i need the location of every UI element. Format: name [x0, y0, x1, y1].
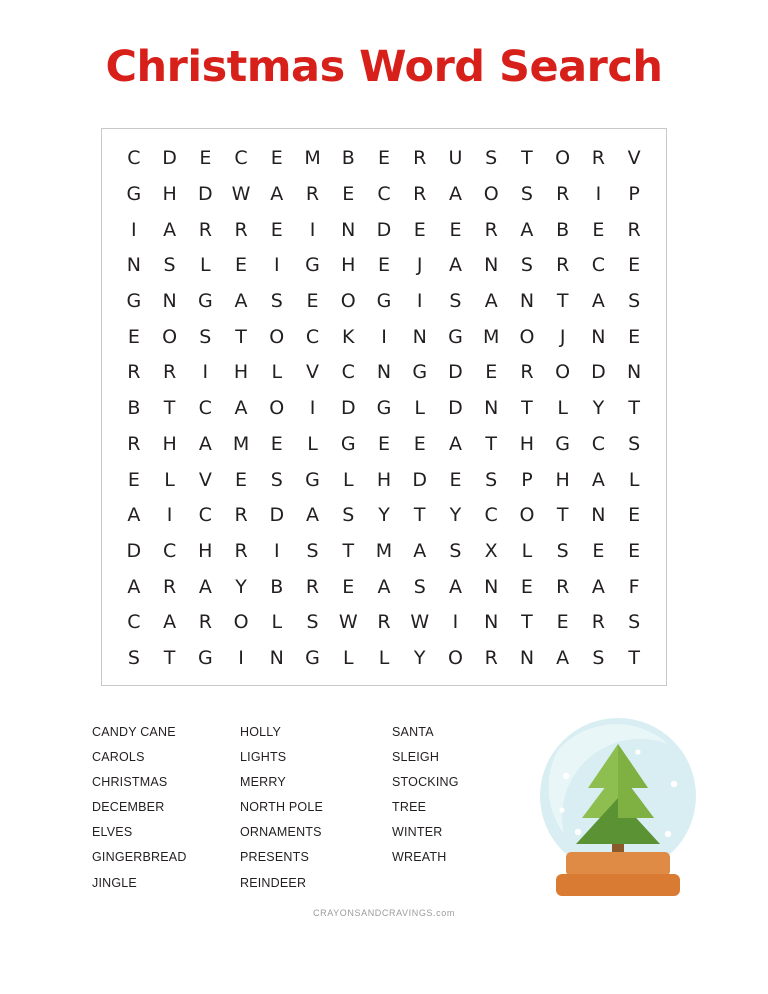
grid-cell: G — [448, 325, 463, 348]
grid-cell: S — [163, 254, 176, 277]
grid-cell: C — [377, 183, 391, 206]
grid-cell: C — [162, 539, 177, 562]
grid-cell: Y — [378, 504, 390, 527]
grid-cell: E — [449, 218, 462, 241]
grid-cell: A — [484, 290, 498, 313]
word-list-item: SLEIGH — [392, 750, 440, 765]
grid-cell: T — [628, 646, 640, 669]
word-list-column-1 — [92, 726, 240, 902]
word-list-item: MERRY — [240, 775, 286, 790]
grid-cell: B — [270, 575, 284, 598]
word-list-item: CAROLS — [92, 750, 145, 765]
grid-cell: A — [556, 646, 570, 669]
grid-cell: L — [378, 646, 390, 669]
grid-cell: M — [232, 432, 250, 455]
word-search-grid — [101, 128, 667, 686]
grid-cell: S — [413, 575, 426, 598]
grid-cell: N — [591, 325, 606, 348]
grid-cell: T — [485, 432, 497, 455]
grid-cell: D — [448, 397, 463, 420]
grid-cell: I — [202, 361, 209, 384]
grid-cell: E — [592, 218, 605, 241]
grid-cell: H — [519, 432, 535, 455]
grid-cell: R — [234, 218, 248, 241]
grid-cell: G — [305, 254, 320, 277]
snow-globe-illustration — [518, 714, 718, 906]
grid-cell: N — [376, 361, 392, 384]
grid-cell: T — [521, 611, 533, 634]
grid-cell: I — [381, 325, 387, 348]
grid-cell: G — [197, 290, 213, 313]
grid-cell: J — [559, 325, 566, 348]
grid-cell: A — [520, 218, 534, 241]
grid-cell: G — [376, 290, 392, 313]
grid-cell: O — [269, 397, 285, 420]
grid-cell: L — [271, 361, 283, 384]
grid-cell: M — [482, 325, 500, 348]
grid-cell: S — [485, 468, 498, 491]
grid-cell: A — [448, 432, 462, 455]
grid-cell: E — [377, 254, 390, 277]
grid-cell: K — [342, 325, 355, 348]
grid-cell: B — [127, 397, 141, 420]
grid-cell: W — [231, 183, 251, 206]
grid-cell: R — [484, 218, 498, 241]
grid-cell: R — [234, 504, 248, 527]
grid-cell: E — [342, 183, 355, 206]
grid-cell: I — [595, 183, 602, 206]
grid-cell: H — [162, 183, 177, 206]
grid-cell: E — [127, 468, 140, 491]
credit-line: CRAYONSANDCRAVINGS.com — [313, 908, 455, 918]
grid-cell: E — [377, 432, 390, 455]
grid-cell: R — [413, 183, 427, 206]
grid-cell: Y — [235, 575, 247, 598]
word-list-item: CHRISTMAS — [92, 775, 168, 790]
grid-cell: L — [557, 397, 568, 420]
grid-cell: N — [269, 646, 284, 669]
grid-cell: D — [412, 468, 428, 491]
grid-cell: B — [341, 147, 355, 170]
grid-cell: R — [127, 361, 141, 384]
grid-cell: D — [126, 539, 142, 562]
grid-cell: S — [449, 290, 462, 313]
grid-cell: A — [448, 575, 462, 598]
letter-grid — [102, 129, 666, 685]
grid-cell: L — [342, 468, 354, 491]
grid-cell: O — [269, 325, 285, 348]
grid-cell: B — [556, 218, 570, 241]
grid-cell: C — [127, 147, 141, 170]
grid-cell: A — [591, 575, 605, 598]
grid-cell: L — [628, 468, 640, 491]
word-list-item: WINTER — [392, 825, 443, 840]
grid-cell: E — [449, 468, 462, 491]
grid-cell: S — [556, 539, 569, 562]
grid-cell: L — [521, 539, 533, 562]
grid-cell: Y — [413, 646, 426, 669]
grid-cell: V — [627, 147, 641, 170]
word-list-item: JINGLE — [92, 875, 137, 890]
grid-cell: E — [628, 325, 641, 348]
grid-cell: J — [416, 254, 423, 277]
grid-cell: L — [342, 646, 354, 669]
grid-cell: E — [628, 254, 641, 277]
grid-cell: S — [270, 468, 283, 491]
grid-cell: N — [484, 611, 499, 634]
grid-cell: O — [340, 290, 356, 313]
grid-cell: R — [198, 218, 212, 241]
word-list-item: ORNAMENTS — [240, 825, 322, 840]
grid-cell: D — [198, 183, 213, 206]
grid-cell: I — [309, 397, 316, 420]
grid-cell: H — [198, 539, 213, 562]
grid-cell: Y — [449, 504, 462, 527]
grid-cell: F — [628, 575, 640, 598]
grid-cell: E — [413, 432, 426, 455]
grid-cell: T — [413, 504, 426, 527]
grid-cell: E — [592, 539, 605, 562]
grid-cell: N — [162, 290, 177, 313]
grid-cell: C — [305, 325, 320, 348]
word-list — [92, 726, 512, 902]
grid-cell: A — [234, 290, 248, 313]
grid-cell: G — [376, 397, 392, 420]
word-list-item: HOLLY — [240, 725, 282, 739]
grid-cell: H — [341, 254, 356, 277]
grid-cell: C — [127, 611, 141, 634]
grid-cell: E — [270, 147, 283, 170]
grid-cell: C — [591, 254, 606, 277]
grid-cell: W — [338, 611, 358, 634]
grid-cell: N — [484, 254, 499, 277]
grid-cell: T — [556, 504, 569, 527]
grid-cell: I — [309, 218, 316, 241]
grid-cell: T — [163, 646, 176, 669]
word-list-item: DECEMBER — [92, 800, 165, 815]
grid-cell: S — [628, 611, 641, 634]
grid-cell: D — [591, 361, 606, 384]
grid-cell: O — [555, 361, 571, 384]
grid-cell: C — [484, 504, 498, 527]
grid-cell: E — [520, 575, 533, 598]
grid-cell: N — [627, 361, 642, 384]
grid-cell: R — [162, 361, 177, 384]
grid-cell: S — [628, 290, 641, 313]
grid-cell: R — [127, 432, 141, 455]
grid-cell: S — [449, 539, 462, 562]
grid-cell: D — [376, 218, 392, 241]
grid-cell: L — [200, 254, 211, 277]
grid-cell: S — [520, 183, 533, 206]
grid-cell: H — [555, 468, 570, 491]
grid-cell: T — [342, 539, 355, 562]
grid-cell: H — [376, 468, 392, 491]
word-list-item: STOCKING — [392, 775, 459, 790]
grid-cell: L — [414, 397, 426, 420]
grid-cell: I — [166, 504, 173, 527]
grid-cell: T — [163, 397, 176, 420]
grid-cell: C — [198, 504, 212, 527]
grid-cell: S — [342, 504, 355, 527]
word-list-item: SANTA — [392, 725, 434, 739]
grid-cell: A — [306, 504, 320, 527]
grid-cell: I — [416, 290, 423, 313]
grid-cell: S — [520, 254, 533, 277]
grid-cell: S — [628, 432, 641, 455]
grid-cell: R — [591, 147, 605, 170]
grid-cell: O — [162, 325, 178, 348]
grid-cell: G — [126, 183, 142, 206]
grid-cell: E — [235, 254, 248, 277]
grid-cell: E — [556, 611, 569, 634]
grid-cell: C — [591, 432, 606, 455]
grid-cell: N — [484, 397, 499, 420]
grid-cell: V — [306, 361, 320, 384]
grid-cell: G — [305, 646, 320, 669]
grid-cell: A — [448, 254, 462, 277]
grid-cell: G — [126, 290, 142, 313]
grid-cell: O — [519, 504, 535, 527]
grid-cell: A — [127, 504, 141, 527]
grid-cell: O — [483, 183, 499, 206]
grid-cell: R — [305, 183, 320, 206]
grid-cell: V — [198, 468, 212, 491]
grid-cell: C — [341, 361, 355, 384]
grid-cell: I — [273, 539, 280, 562]
grid-cell: N — [519, 290, 535, 313]
grid-cell: R — [413, 147, 427, 170]
grid-cell: T — [521, 397, 533, 420]
grid-cell: D — [340, 397, 356, 420]
grid-cell: E — [235, 468, 248, 491]
grid-cell: E — [413, 218, 426, 241]
grid-cell: E — [628, 539, 641, 562]
grid-cell: G — [197, 646, 213, 669]
grid-cell: I — [131, 218, 137, 241]
grid-cell: A — [163, 611, 177, 634]
grid-cell: S — [306, 611, 319, 634]
word-list-item: LIGHTS — [240, 750, 287, 765]
word-list-item: ELVES — [92, 825, 133, 840]
grid-cell: R — [484, 646, 498, 669]
word-list-column-2 — [240, 726, 392, 902]
grid-cell: S — [199, 325, 212, 348]
grid-cell: N — [519, 646, 535, 669]
grid-cell: M — [375, 539, 393, 562]
grid-cell: R — [520, 361, 534, 384]
grid-cell: T — [556, 290, 569, 313]
grid-cell: O — [555, 147, 571, 170]
grid-cell: R — [556, 254, 570, 277]
grid-cell: E — [270, 218, 283, 241]
grid-cell: E — [199, 147, 212, 170]
grid-cell: C — [234, 147, 248, 170]
grid-cell: R — [377, 611, 391, 634]
grid-cell: D — [162, 147, 177, 170]
grid-cell: A — [448, 183, 462, 206]
grid-cell: L — [307, 432, 318, 455]
grid-cell: D — [269, 504, 285, 527]
grid-cell: U — [448, 147, 463, 170]
grid-cell: A — [234, 397, 248, 420]
grid-cell: O — [519, 325, 535, 348]
grid-cell: A — [270, 183, 284, 206]
word-list-item: NORTH POLE — [240, 800, 324, 815]
grid-cell: A — [127, 575, 141, 598]
grid-cell: A — [198, 432, 212, 455]
grid-cell: E — [377, 147, 390, 170]
grid-cell: S — [592, 646, 605, 669]
grid-cell: A — [163, 218, 177, 241]
grid-cell: I — [452, 611, 459, 634]
grid-cell: D — [448, 361, 463, 384]
grid-cell: P — [628, 183, 640, 206]
grid-cell: A — [198, 575, 212, 598]
grid-cell: E — [127, 325, 140, 348]
word-list-item: REINDEER — [240, 875, 307, 890]
word-list-item: WREATH — [392, 850, 447, 865]
grid-cell: A — [591, 468, 605, 491]
grid-cell: R — [556, 575, 570, 598]
grid-cell: R — [591, 611, 605, 634]
grid-cell: S — [127, 646, 140, 669]
grid-cell: R — [198, 611, 212, 634]
grid-cell: R — [162, 575, 177, 598]
grid-cell: N — [126, 254, 141, 277]
grid-cell: S — [306, 539, 319, 562]
grid-cell: N — [412, 325, 427, 348]
grid-cell: M — [304, 147, 321, 170]
grid-cell: A — [591, 290, 605, 313]
grid-cell: H — [162, 432, 177, 455]
grid-cell: I — [238, 646, 244, 669]
grid-cell: R — [556, 183, 570, 206]
grid-cell: R — [234, 539, 248, 562]
grid-cell: N — [484, 575, 499, 598]
grid-cell: G — [305, 468, 320, 491]
grid-cell: E — [306, 290, 319, 313]
grid-cell: G — [555, 432, 571, 455]
word-list-item: TREE — [392, 800, 427, 815]
grid-cell: T — [521, 147, 533, 170]
grid-cell: O — [233, 611, 249, 634]
grid-cell: X — [484, 539, 498, 562]
grid-cell: S — [485, 147, 498, 170]
grid-cell: E — [342, 575, 355, 598]
grid-cell: H — [233, 361, 249, 384]
grid-cell: E — [628, 504, 641, 527]
word-list-item: GINGERBREAD — [92, 850, 187, 865]
grid-cell: I — [273, 254, 280, 277]
grid-cell: P — [521, 468, 533, 491]
grid-cell: R — [627, 218, 641, 241]
grid-cell: O — [447, 646, 463, 669]
page-title: Christmas Word Search — [105, 42, 663, 92]
grid-cell: W — [410, 611, 430, 634]
word-list-column-3 — [392, 726, 512, 902]
grid-cell: G — [412, 361, 428, 384]
grid-cell: T — [235, 325, 247, 348]
grid-cell: E — [485, 361, 498, 384]
grid-cell: G — [340, 432, 356, 455]
grid-cell: T — [628, 397, 640, 420]
grid-cell: N — [591, 504, 606, 527]
grid-cell: C — [198, 397, 212, 420]
grid-cell: S — [270, 290, 283, 313]
grid-cell: R — [305, 575, 320, 598]
word-list-item: CANDY CANE — [92, 725, 176, 739]
grid-cell: L — [271, 611, 283, 634]
grid-cell: N — [341, 218, 356, 241]
grid-cell: A — [413, 539, 427, 562]
grid-cell: L — [164, 468, 175, 491]
grid-cell: E — [270, 432, 283, 455]
grid-cell: A — [377, 575, 391, 598]
word-list-item: PRESENTS — [240, 850, 309, 865]
grid-cell: Y — [592, 397, 605, 420]
